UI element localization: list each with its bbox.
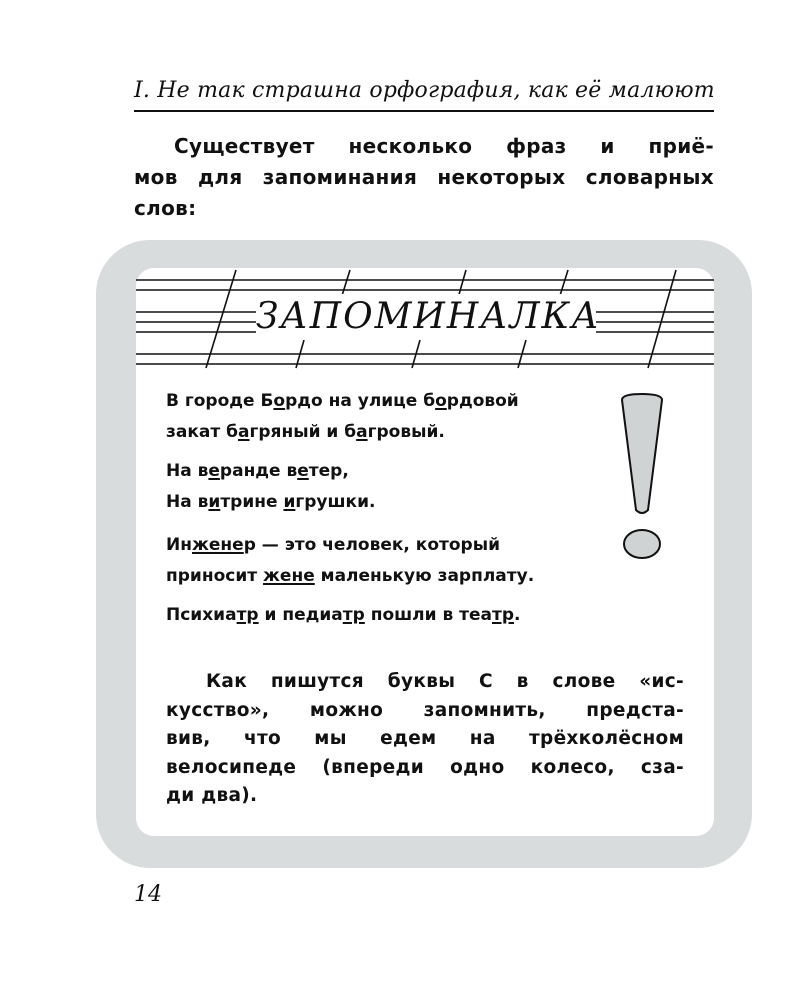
rhyme-line [166, 600, 606, 631]
rhyme-block [166, 386, 606, 448]
rhyme-line [166, 487, 606, 518]
underlined-spelling: о [435, 391, 447, 411]
rhyme-text: трине [220, 492, 284, 512]
rhyme-block [166, 456, 606, 518]
rhyme-block [166, 530, 606, 592]
exclamation-mark-icon [612, 392, 672, 572]
rhyme-line [166, 561, 606, 592]
rhyme-text: маленькую зарплату. [314, 566, 535, 586]
rhyme-text: В городе Б [166, 391, 274, 411]
intro-line: мов для запоминания некоторых словарных [134, 165, 714, 189]
rhyme-line [166, 530, 606, 561]
closing-paragraph [166, 668, 684, 811]
underlined-spelling: тр [492, 605, 515, 625]
rhyme-text: грушки. [295, 492, 376, 512]
underlined-spelling: жене [263, 566, 315, 586]
rhyme-text: На в [166, 461, 209, 481]
underlined-spelling: и [283, 492, 296, 512]
rhyme-text: пошли в теа [364, 605, 492, 625]
underlined-spelling: тр [236, 605, 259, 625]
closing-line: велосипеде (впереди одно колесо, сза- [166, 756, 684, 778]
underlined-spelling: о [273, 391, 286, 411]
header-rule [134, 110, 714, 112]
underlined-spelling: е [208, 461, 220, 481]
underlined-spelling: а [356, 422, 368, 442]
underlined-spelling: е [297, 461, 309, 481]
rhyme-text: гровый. [367, 422, 445, 442]
closing-line: Как пишутся буквы С в слове «ис- [206, 671, 684, 692]
closing-line: ди два). [166, 785, 258, 806]
underlined-spelling: тр [342, 605, 365, 625]
closing-line: вив, что мы едем на трёхколёсном [166, 728, 684, 749]
closing-line: кусство», можно запомнить, предста- [166, 699, 684, 721]
rhyme-text: гряный и б [249, 422, 357, 442]
rhyme-line [166, 417, 606, 448]
rhyme-text: ранде в [219, 461, 298, 481]
intro-line: Существует несколько фраз и приё- [174, 134, 714, 158]
page-number: 14 [134, 882, 162, 907]
rhyme-text: тер, [308, 461, 349, 481]
underlined-spelling: а [238, 422, 250, 442]
rhyme-text: приносит [166, 566, 264, 586]
rhyme-text: На в [166, 492, 209, 512]
intro-line: слов: [134, 196, 197, 220]
rhyme-text: . [514, 605, 521, 625]
rhyme-line [166, 456, 606, 487]
intro-paragraph [134, 131, 714, 224]
rhyme-text: закат б [166, 422, 239, 442]
rhyme-text: рдо на улице б [285, 391, 436, 411]
underlined-spelling: и [208, 492, 221, 512]
rhyme-block [166, 600, 606, 631]
rhyme-line [166, 386, 606, 417]
rhyme-text: Ин [166, 535, 192, 555]
rhyme-text: и педиа [258, 605, 343, 625]
banner-title: ЗАПОМИНАЛКА [256, 294, 596, 340]
rhyme-text: Психиа [166, 605, 237, 625]
running-head: I. Не так страшна орфография, как её малюют [134, 78, 715, 103]
rhyme-text: рдовой [446, 391, 519, 411]
underlined-spelling: жене [191, 535, 244, 555]
rhyme-text: р — это человек, который [243, 535, 500, 555]
